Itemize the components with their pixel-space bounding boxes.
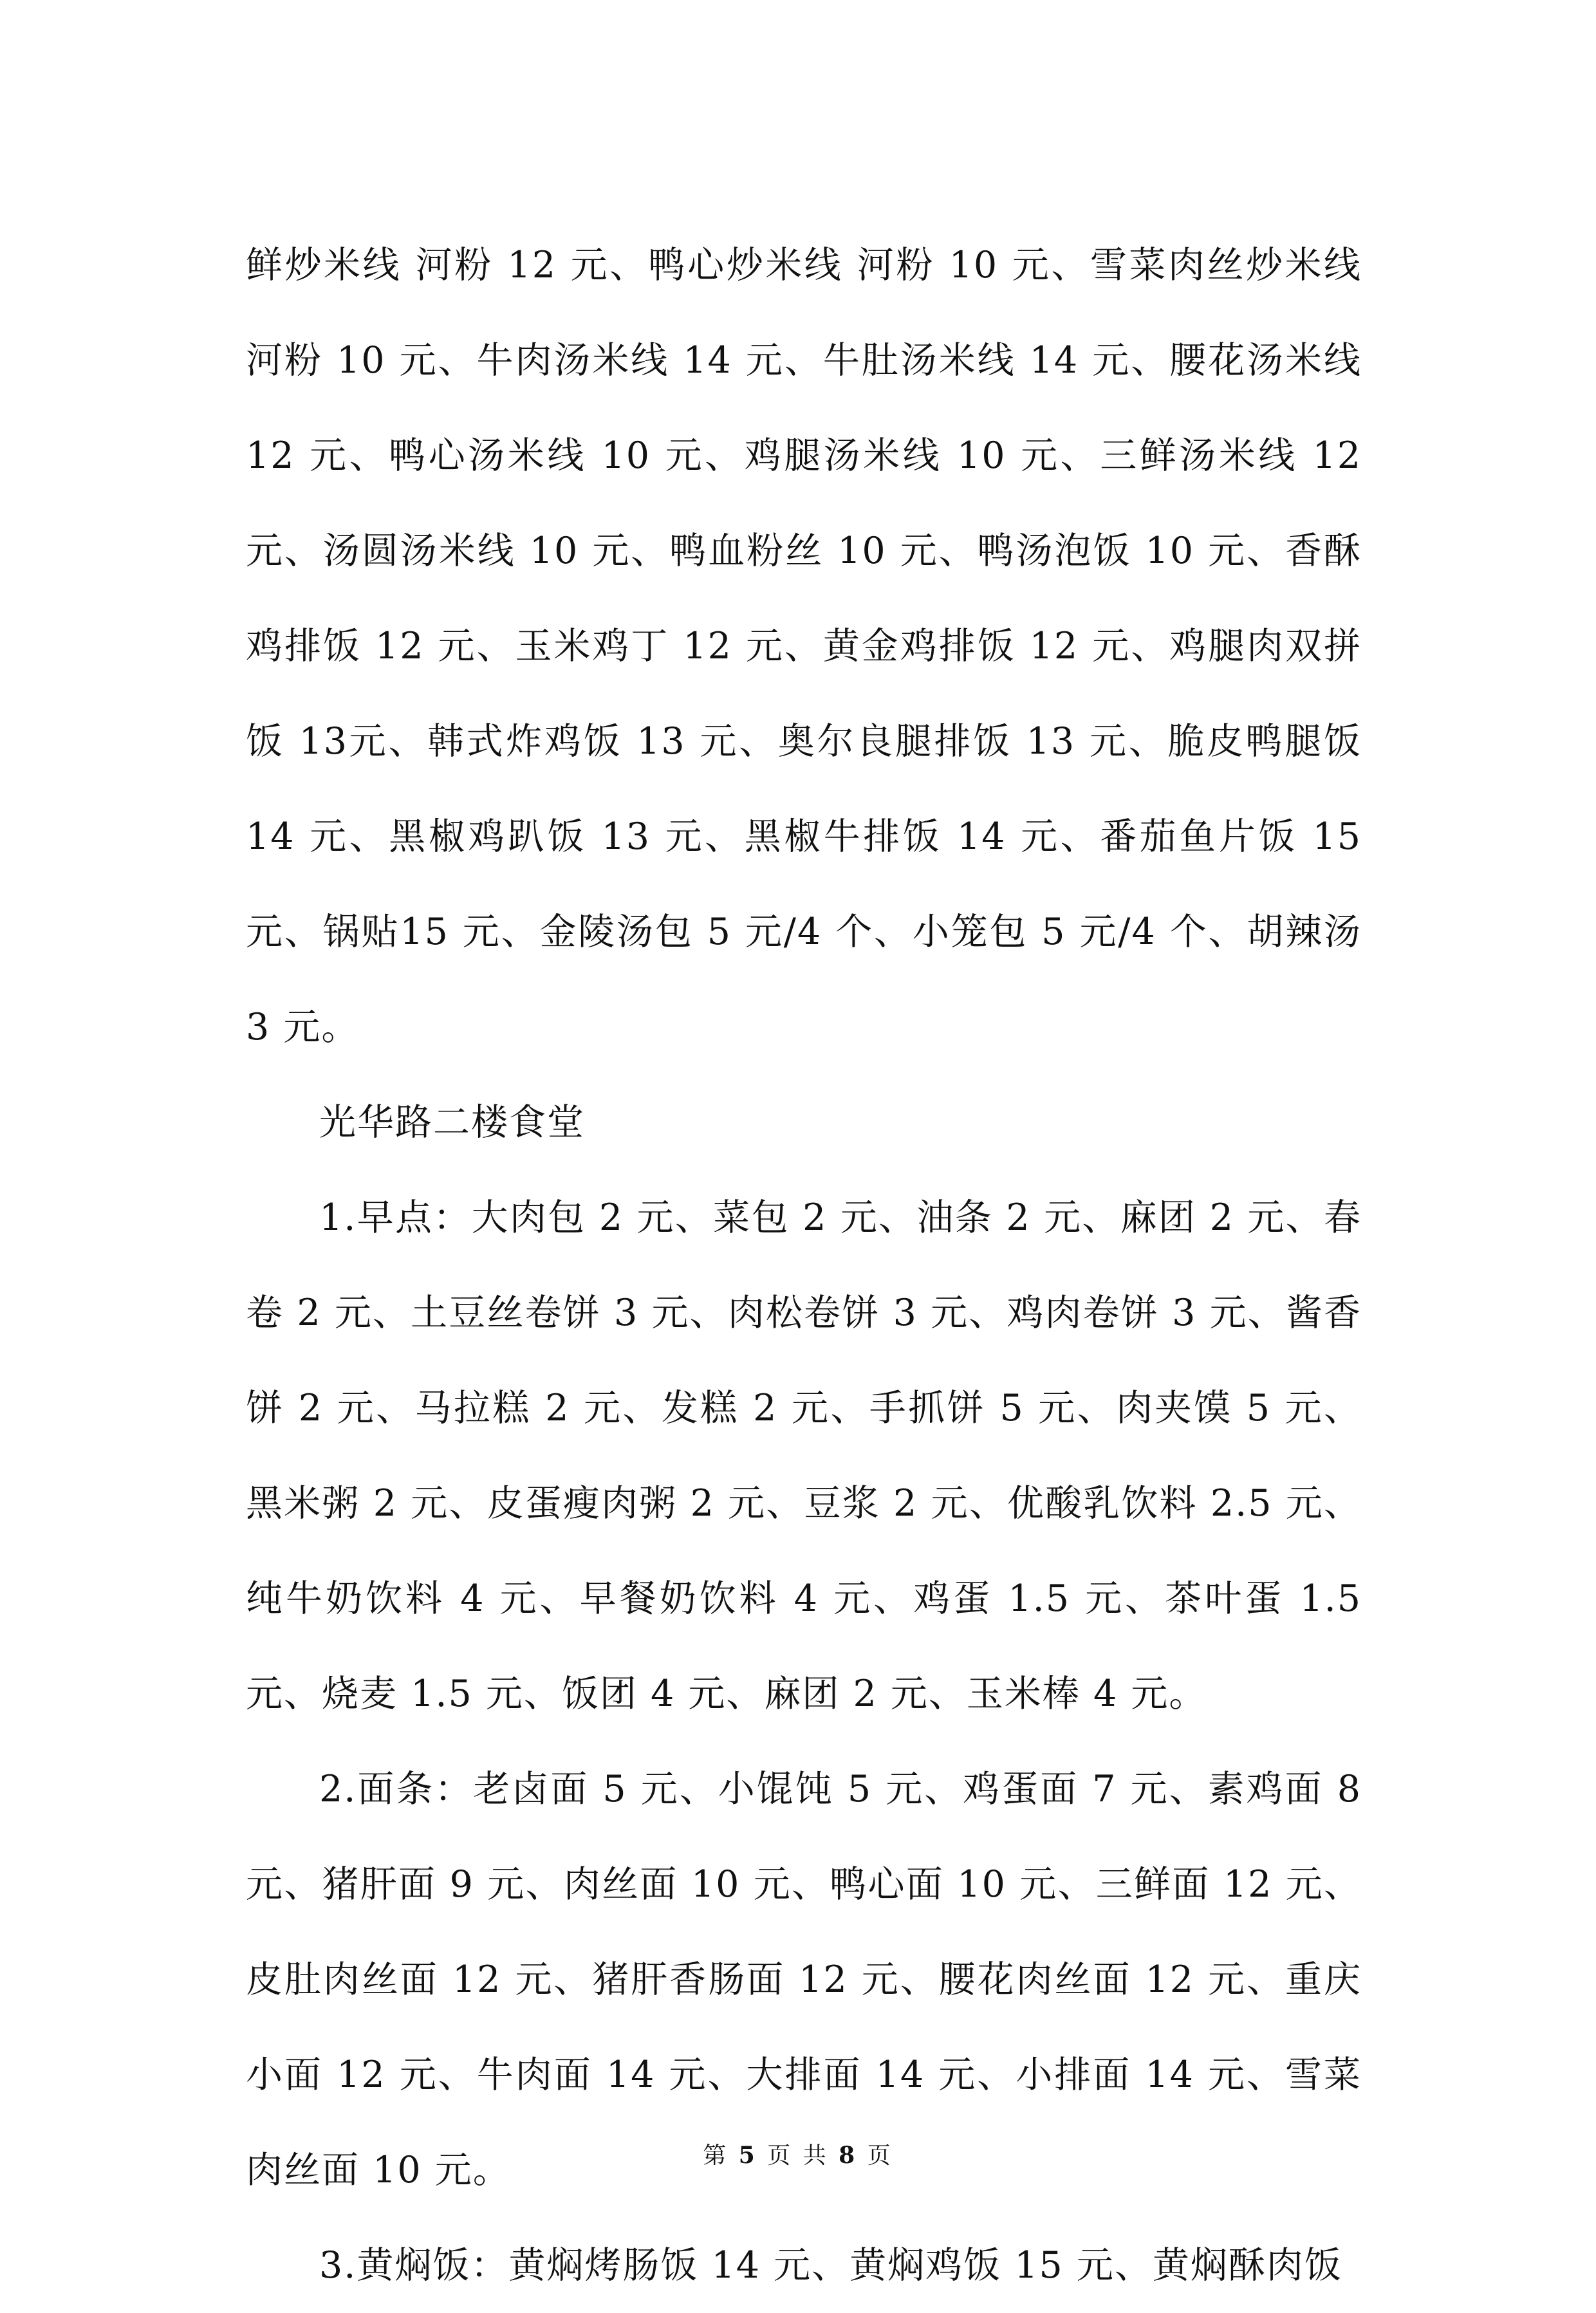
footer-prefix: 第: [703, 2142, 729, 2169]
footer-suffix: 页: [867, 2142, 893, 2169]
menu-paragraph-breakfast: 1.早点：大肉包 2 元、菜包 2 元、油条 2 元、麻团 2 元、春卷 2 元、土豆丝卷饼 3 元、肉松卷饼 3 元、鸡肉卷饼 3 元、酱香饼 2 元、马拉糕 2 元、发糕 2 元、手抓饼 5 元、肉夹馍 5 元、黑米粥 2 元、皮蛋瘦肉粥 2 元、豆浆 2 元、优酸乳饮料 2.5 元、纯牛奶饮料 4 元、早餐奶饮料 4 元、鸡蛋 1.5 元、茶叶蛋 1.5 元、烧麦 1.5 元、饭团 4 元、麻团 2 元、玉米棒 4 元。: [246, 1196, 1362, 1715]
page-footer: [0, 2140, 1596, 2171]
document-body: [246, 218, 1362, 2313]
menu-paragraph-noodles: 2.面条：老卤面 5 元、小馄饨 5 元、鸡蛋面 7 元、素鸡面 8元、猪肝面 9 元、肉丝面 10 元、鸭心面 10 元、三鲜面 12 元、皮肚肉丝面 12 元、猪肝香肠面 12 元、腰花肉丝面 12 元、重庆小面 12 元、牛肉面 14 元、大排面 14 元、小排面 14 元、雪菜肉丝面 10 元。: [246, 1768, 1362, 2191]
footer-total-pages: 8: [839, 2142, 858, 2169]
footer-current-page: 5: [738, 2142, 757, 2169]
menu-paragraph-continued: 鲜炒米线 河粉 12 元、鸭心炒米线 河粉 10 元、雪菜肉丝炒米线河粉 10 元、牛肉汤米线 14 元、牛肚汤米线 14 元、腰花汤米线12 元、鸭心汤米线 10 元、鸡腿汤米线 10 元、三鲜汤米线 12 元、汤圆汤米线 10 元、鸭血粉丝 10 元、鸭汤泡饭 10 元、香酥鸡排饭 12 元、玉米鸡丁 12 元、黄金鸡排饭 12 元、鸡腿肉双拼饭 13元、韩式炸鸡饭 13 元、奥尔良腿排饭 13 元、脆皮鸭腿饭 14 元、黑椒鸡趴饭 13 元、黑椒牛排饭 14 元、番茄鱼片饭 15 元、锅贴15 元、金陵汤包 5 元/4 个、小笼包 5 元/4 个、胡辣汤 3 元。: [246, 244, 1362, 1048]
section-heading-canteen: 光华路二楼食堂: [319, 1101, 585, 1144]
menu-paragraph-braised-rice: 3.黄焖饭：黄焖烤肠饭 14 元、黄焖鸡饭 15 元、黄焖酥肉饭: [319, 2244, 1342, 2287]
footer-middle: 页 共: [767, 2142, 829, 2169]
